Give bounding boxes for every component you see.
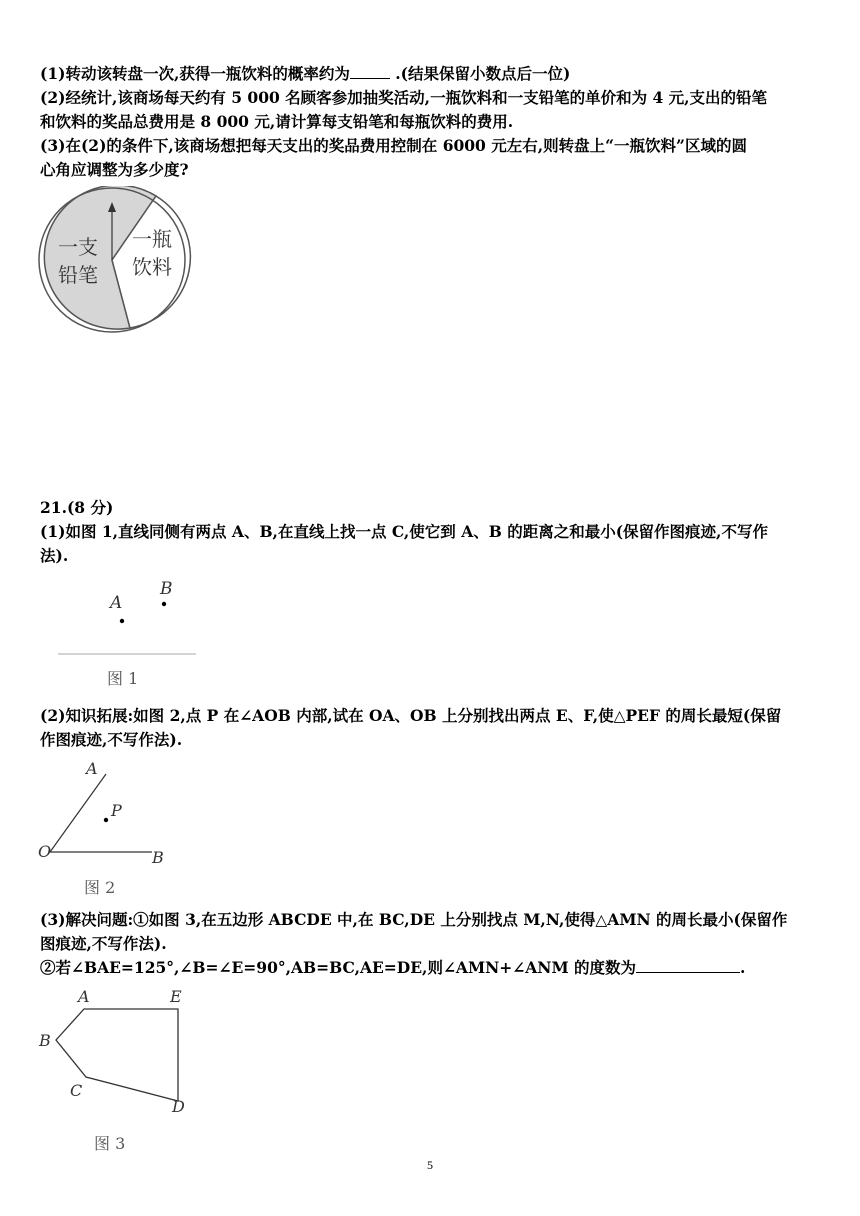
point-d-label: D <box>172 1097 185 1116</box>
figure-1-caption: 图 1 <box>107 669 139 688</box>
point-b-label: B <box>39 1031 51 1050</box>
figure-2 <box>36 756 186 898</box>
figure-3 <box>36 984 200 1154</box>
point-p <box>104 818 108 822</box>
point-b-label: B <box>160 579 173 599</box>
figure-3-caption: 图 3 <box>94 1134 126 1153</box>
q20-part1-text: (1)转动该转盘一次,获得一瓶饮料的概率约为 <box>40 64 350 83</box>
q21-part3-line2: 图痕迹,不写作法). <box>40 934 167 953</box>
spinner-wheel-figure <box>36 186 192 334</box>
q21-part3-line3-end: . <box>740 958 746 977</box>
point-a-label: A <box>78 987 90 1006</box>
q20-part2-line1: (2)经统计,该商场每天约有 5 000 名顾客参加抽奖活动,一瓶饮料和一支铅笔的单价和为 4 元,支出的铅笔 <box>40 88 768 107</box>
q20-part1-note: .(结果保留小数点后一位) <box>389 64 571 83</box>
q21-part2-line1: (2)知识拓展:如图 2,点 P 在∠AOB 内部,试在 OA、OB 上分别找出两点 E、F,使△PEF 的周长最短(保留 <box>40 706 782 725</box>
q20-part1 <box>40 62 830 86</box>
q21-part1-line2: 法). <box>40 546 69 565</box>
q20-part2-line2: 和饮料的奖品总费用是 8 000 元,请计算每支铅笔和每瓶饮料的费用. <box>40 112 514 131</box>
q21-part3-line3 <box>40 956 830 980</box>
point-p-label: P <box>111 801 122 820</box>
q21-header: 21.(8 分) <box>40 498 114 517</box>
point-e-label: E <box>170 987 182 1006</box>
q20-part3-line1: (3)在(2)的条件下,该商场想把每天支出的奖品费用控制在 6000 元左右,则转盘上“一瓶饮料”区域的圆 <box>40 136 747 155</box>
drink-label-line1: 一瓶 <box>132 227 172 251</box>
answer-blank <box>636 956 740 973</box>
pencil-label-line2: 铅笔 <box>58 263 98 287</box>
answer-blank <box>350 62 390 79</box>
q20-part3-line2: 心角应调整为多少度? <box>40 160 189 179</box>
point-c-label: C <box>70 1081 83 1100</box>
q21-part1-line1: (1)如图 1,直线同侧有两点 A、B,在直线上找一点 C,使它到 A、B 的距离之和最小(保留作图痕迹,不写作 <box>40 522 768 541</box>
q21-part2-line2: 作图痕迹,不写作法). <box>40 730 183 749</box>
point-a <box>120 619 124 623</box>
figure-2-caption: 图 2 <box>84 878 116 897</box>
page-number: 5 <box>427 1158 433 1172</box>
drink-label-line2: 饮料 <box>132 255 172 279</box>
point-a-label: A <box>110 593 123 613</box>
point-b <box>162 602 166 606</box>
q21-part3-line3-text: ②若∠BAE=125°,∠B=∠E=90°,AB=BC,AE=DE,则∠AMN+∠ANM 的度数为 <box>40 958 637 977</box>
figure-1 <box>50 576 200 692</box>
ray-oa <box>50 774 106 852</box>
pencil-label-line1: 一支 <box>58 235 98 259</box>
point-b-label: B <box>152 848 164 867</box>
q21-part3-line1: (3)解决问题:①如图 3,在五边形 ABCDE 中,在 BC,DE 上分别找点 M,N,使得△AMN 的周长最小(保留作 <box>40 910 788 929</box>
point-o-label: O <box>38 842 52 861</box>
point-a-label: A <box>86 759 98 778</box>
